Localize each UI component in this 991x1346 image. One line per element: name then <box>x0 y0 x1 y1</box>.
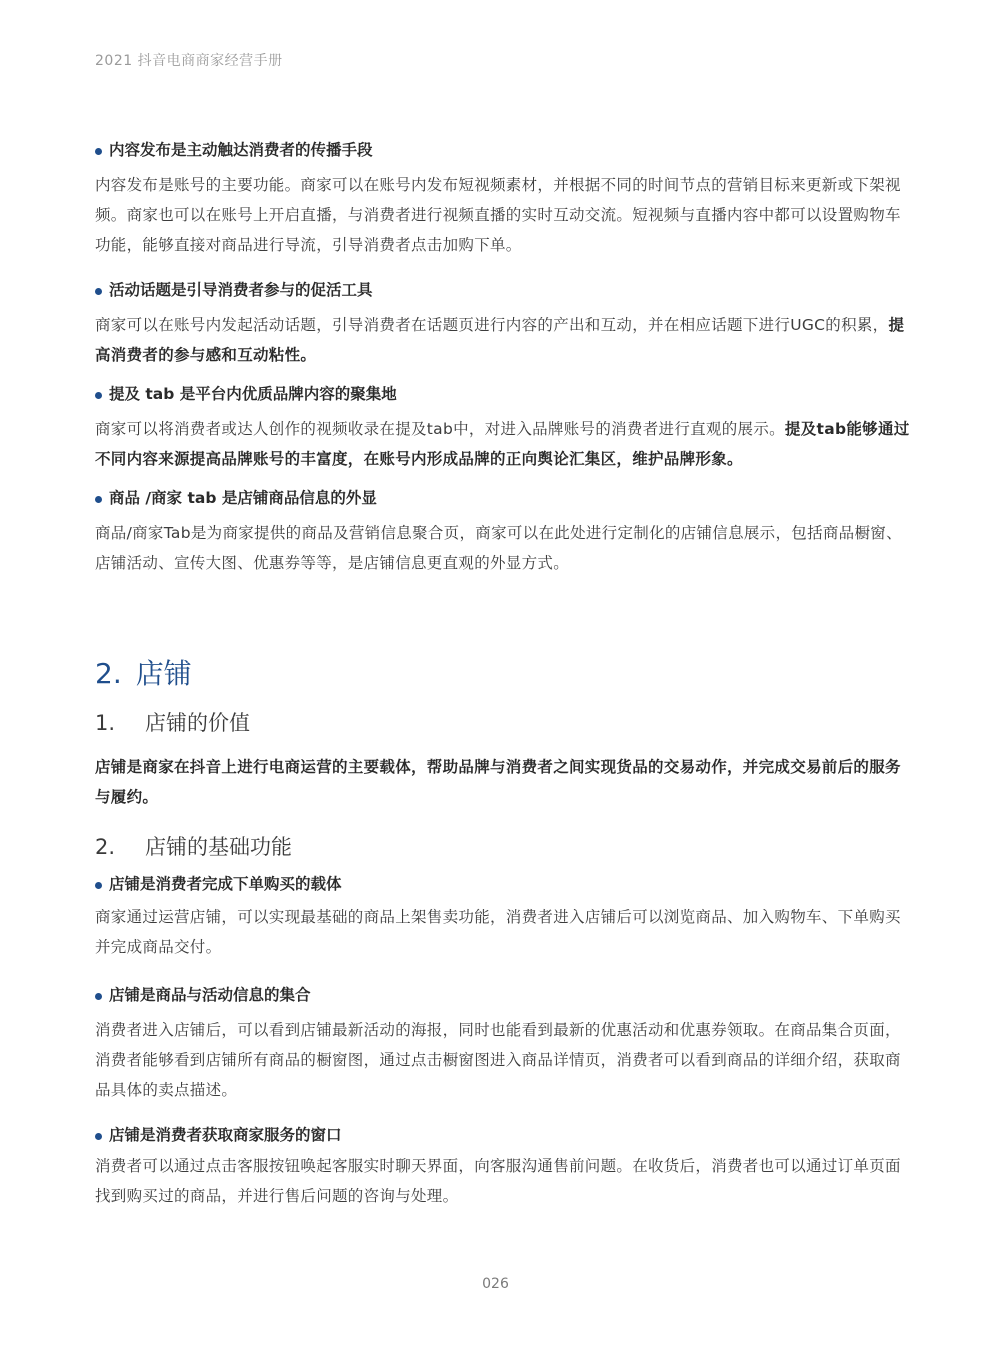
bullet-block-mention-tab <box>95 382 915 474</box>
bullet-heading: 商品 /商家 tab 是店铺商品信息的外显 <box>95 486 915 510</box>
bullet-dot-icon <box>95 496 102 503</box>
bullet-block-service-window <box>95 1123 915 1211</box>
bullet-block-content-publishing <box>95 138 915 260</box>
bullet-paragraph: 商品/商家Tab是为商家提供的商品及营销信息聚合页，商家可以在此处进行定制化的店铺信息展示，包括商品橱窗、店铺活动、宣传大图、优惠券等等，是店铺信息更直观的外显方式。 <box>95 524 902 572</box>
bullet-paragraph: 商家可以在账号内发起活动话题，引导消费者在话题页进行内容的产出和互动，并在相应话题下进行UGC的积累，提高消费者的参与感和互动粘性。 <box>95 316 905 364</box>
page-number: 026 <box>482 1276 509 1292</box>
bullet-dot-icon <box>95 148 102 155</box>
value-paragraph: 店铺是商家在抖音上进行电商运营的主要载体，帮助品牌与消费者之间实现货品的交易动作，并完成交易前后的服务与履约。 <box>95 758 901 806</box>
bullet-heading: 活动话题是引导消费者参与的促活工具 <box>95 278 915 302</box>
bullet-block-info-collection <box>95 983 915 1105</box>
bullet-dot-icon <box>95 392 102 399</box>
bullet-heading: 内容发布是主动触达消费者的传播手段 <box>95 138 915 162</box>
bullet-dot-icon <box>95 993 102 1000</box>
bullet-dot-icon <box>95 882 102 889</box>
section-heading: 2. 店铺 <box>95 657 192 690</box>
bullet-block-purchase-carrier <box>95 872 915 962</box>
bullet-block-product-tab <box>95 486 915 578</box>
value-paragraph-block <box>95 752 915 812</box>
bullet-block-activity-topic <box>95 278 915 370</box>
bullet-paragraph: 消费者可以通过点击客服按钮唤起客服实时聊天界面，向客服沟通售前问题。在收货后，消费者也可以通过订单页面找到购买过的商品，并进行售后问题的咨询与处理。 <box>95 1157 901 1205</box>
bullet-paragraph: 内容发布是账号的主要功能。商家可以在账号内发布短视频素材，并根据不同的时间节点的营销目标来更新或下架视频。商家也可以在账号上开启直播，与消费者进行视频直播的实时互动交流。短视频与直播内容中都可以设置购物车功能，能够直接对商品进行导流，引导消费者点击加购下单。 <box>95 176 901 254</box>
bullet-dot-icon <box>95 1133 102 1140</box>
running-header: 2021 抖音电商商家经营手册 <box>95 53 283 69</box>
bullet-paragraph: 商家通过运营店铺，可以实现最基础的商品上架售卖功能，消费者进入店铺后可以浏览商品、加入购物车、下单购买并完成商品交付。 <box>95 908 901 956</box>
subsection-heading-value: 1. 店铺的价值 <box>95 711 250 735</box>
bullet-heading: 店铺是消费者完成下单购买的载体 <box>95 872 915 896</box>
subsection-heading-functions: 2. 店铺的基础功能 <box>95 835 292 859</box>
bold-emphasis: 提高消费者的参与感和互动粘性。 <box>95 316 905 364</box>
bullet-heading: 店铺是商品与活动信息的集合 <box>95 983 915 1007</box>
bullet-heading: 店铺是消费者获取商家服务的窗口 <box>95 1123 915 1147</box>
bold-emphasis: 提及tab能够通过不同内容来源提高品牌账号的丰富度，在账号内形成品牌的正向舆论汇集区，维护品牌形象。 <box>95 420 910 468</box>
bullet-heading: 提及 tab 是平台内优质品牌内容的聚集地 <box>95 382 915 406</box>
bullet-dot-icon <box>95 288 102 295</box>
bullet-paragraph: 消费者进入店铺后，可以看到店铺最新活动的海报，同时也能看到最新的优惠活动和优惠券领取。在商品集合页面，消费者能够看到店铺所有商品的橱窗图，通过点击橱窗图进入商品详情页，消费者可以看到商品的详细介绍，获取商品具体的卖点描述。 <box>95 1021 901 1099</box>
bullet-paragraph: 商家可以将消费者或达人创作的视频收录在提及tab中，对进入品牌账号的消费者进行直观的展示。提及tab能够通过不同内容来源提高品牌账号的丰富度，在账号内形成品牌的正向舆论汇集区，维护品牌形象。 <box>95 420 910 468</box>
